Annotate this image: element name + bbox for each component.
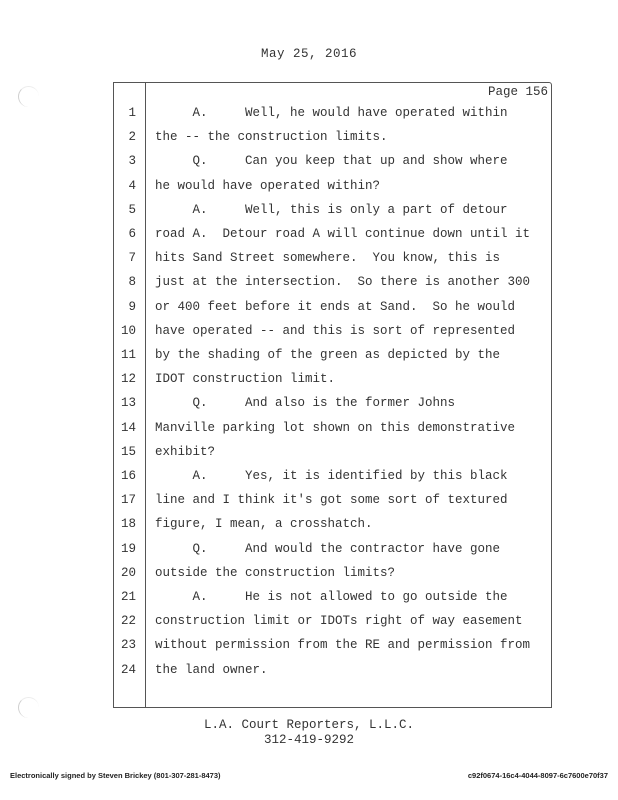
document-id: c92f0674-16c4-4044-8097-6c7600e70f37: [467, 771, 608, 780]
transcript-line: [114, 201, 551, 219]
transcript-line: [114, 346, 551, 364]
line-number: 8: [128, 275, 136, 290]
line-number: 9: [128, 299, 136, 314]
line-text: by the shading of the green as depicted by the: [155, 348, 501, 362]
transcript-date: May 25, 2016: [260, 47, 357, 61]
line-number: 2: [128, 130, 136, 145]
line-number: 23: [120, 638, 136, 653]
line-text: Q. Can you keep that up and show where: [155, 154, 508, 169]
line-text: or 400 feet before it ends at Sand. So he would: [155, 299, 516, 314]
transcript-line: [114, 298, 551, 316]
line-number: 4: [128, 178, 136, 193]
line-number: 15: [120, 444, 136, 459]
transcript-line: [114, 370, 551, 388]
line-text: construction limit or IDOTs right of way easement: [155, 614, 523, 629]
line-number: 19: [120, 541, 136, 556]
transcript-line: [114, 467, 551, 485]
line-text: Q. And would the contractor have gone: [155, 541, 501, 556]
line-text: figure, I mean, a crosshatch.: [155, 517, 373, 532]
transcript-line: [114, 225, 551, 243]
punch-hole-mark-top: [18, 86, 39, 107]
line-number: 14: [120, 420, 136, 435]
line-text: exhibit?: [155, 444, 216, 459]
line-number: 24: [120, 662, 136, 677]
line-number: 3: [128, 154, 136, 169]
line-number: 7: [128, 251, 136, 266]
line-number: 21: [120, 590, 136, 604]
transcript-line: [114, 636, 551, 654]
transcript-line: [114, 588, 551, 606]
transcript-line: [114, 564, 551, 582]
line-number: 1: [128, 106, 136, 120]
line-text: A. Well, he would have operated within: [155, 106, 508, 120]
transcript-line: [114, 419, 551, 437]
line-text: the -- the construction limits.: [155, 130, 388, 145]
line-number: 22: [120, 614, 136, 629]
line-text: A. Well, this is only a part of detour: [155, 202, 508, 217]
line-number: 16: [120, 469, 136, 483]
line-number: 11: [120, 348, 136, 362]
line-text: IDOT construction limit.: [155, 372, 336, 387]
line-text: A. Yes, it is identified by this black: [155, 469, 508, 483]
line-text: line and I think it's got some sort of textured: [155, 493, 508, 508]
transcript-line: [114, 661, 551, 679]
line-number: 13: [120, 396, 136, 411]
transcript-line: [114, 394, 551, 412]
footer-phone: 312-419-9292: [263, 733, 354, 747]
line-text: road A. Detour road A will continue down until it: [155, 227, 531, 241]
line-number: 10: [120, 323, 136, 338]
line-text: outside the construction limits?: [155, 565, 396, 580]
line-text: he would have operated within?: [155, 178, 381, 193]
line-number: 20: [120, 565, 136, 580]
transcript-line: [114, 273, 551, 291]
line-number: 6: [128, 227, 136, 241]
transcript-line: [114, 249, 551, 267]
transcript-page-frame: [113, 82, 552, 708]
line-number: 18: [120, 517, 136, 532]
transcript-line: [114, 322, 551, 340]
transcript-line: [114, 177, 551, 195]
transcript-line: [114, 515, 551, 533]
line-text: without permission from the RE and permission from: [155, 638, 531, 653]
line-number: 5: [128, 202, 136, 217]
transcript-line: [114, 491, 551, 509]
electronic-signature-note: Electronically signed by Steven Brickey (801-307-281-8473): [10, 771, 221, 780]
transcript-line: [114, 104, 551, 122]
transcript-line: [114, 443, 551, 461]
line-text: have operated -- and this is sort of represented: [155, 323, 516, 338]
transcript-line: [114, 540, 551, 558]
transcript-line: [114, 128, 551, 146]
line-text: A. He is not allowed to go outside the: [155, 590, 508, 604]
line-text: Manville parking lot shown on this demonstrative: [155, 420, 516, 435]
page-number: Page 156: [487, 85, 548, 99]
footer-company: L.A. Court Reporters, L.L.C.: [203, 718, 415, 732]
transcript-line: [114, 612, 551, 630]
line-text: Q. And also is the former Johns: [155, 396, 456, 411]
line-text: the land owner.: [155, 662, 268, 677]
punch-hole-mark-bottom: [18, 697, 39, 718]
line-number: 17: [120, 493, 136, 508]
line-number: 12: [120, 372, 136, 387]
line-text: hits Sand Street somewhere. You know, this is: [155, 251, 501, 266]
line-text: just at the intersection. So there is another 300: [155, 275, 531, 290]
transcript-line: [114, 152, 551, 170]
